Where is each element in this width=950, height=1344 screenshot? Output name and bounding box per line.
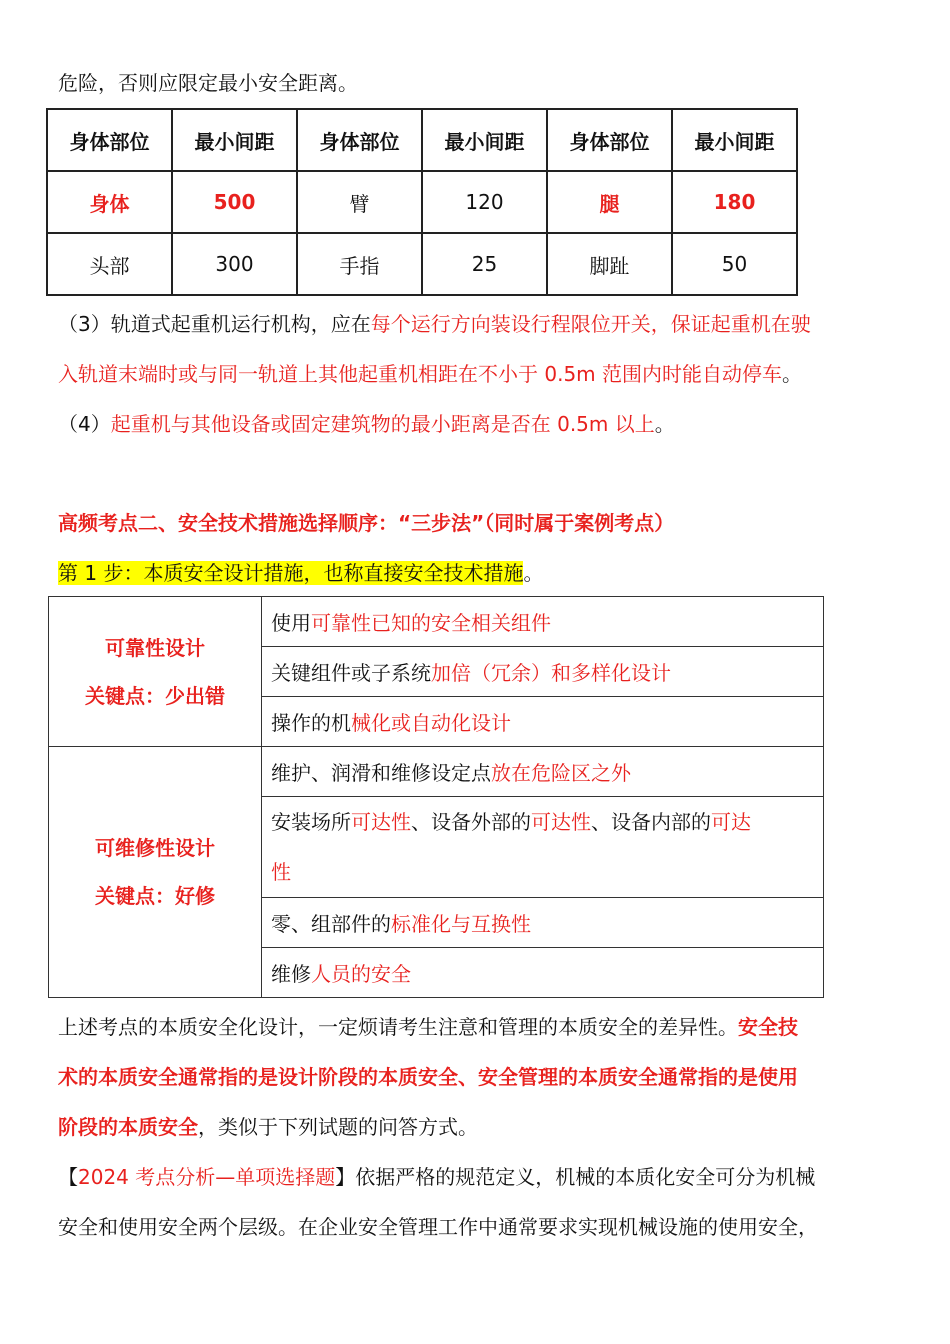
table-cell: 头部 <box>47 233 172 295</box>
header-cell: 最小间距 <box>172 109 297 171</box>
cell-plain: 操作的机 <box>271 711 351 735</box>
table-cell: 50 <box>672 233 797 295</box>
cell-plain: 关键组件或子系统 <box>271 661 431 685</box>
header-cell: 最小间距 <box>422 109 547 171</box>
item4-prefix: （4） <box>58 412 111 436</box>
table-cell <box>262 697 824 747</box>
reliability-category <box>49 597 262 747</box>
cell-plain: 安装场所 <box>271 810 351 834</box>
cell-red: 械化或自动化设计 <box>351 711 511 735</box>
table-cell: 腿 <box>547 171 672 233</box>
item3-line1 <box>58 309 811 339</box>
cell-red: 标准化与互换性 <box>391 912 531 936</box>
min-distance-table <box>46 108 798 296</box>
maintainability-category <box>49 747 262 998</box>
table-cell <box>262 797 824 898</box>
step1-suffix: 。 <box>523 561 544 585</box>
header-cell: 最小间距 <box>672 109 797 171</box>
item3-red-2: 入轨道末端时或与同一轨道上其他起重机相距在不小于 0.5m 范围内时能自动停车 <box>58 362 783 386</box>
cell-red: 加倍（冗余）和多样化设计 <box>431 661 671 685</box>
header-cell: 身体部位 <box>547 109 672 171</box>
table-cell: 120 <box>422 171 547 233</box>
item3-prefix: （3）轨道式起重机运行机构，应在 <box>58 312 371 336</box>
item4-red: 起重机与其他设备或固定建筑物的最小距离是否在 0.5m 以上 <box>110 412 655 436</box>
question-line1 <box>58 1162 815 1192</box>
section-title: 高频考点二、安全技术措施选择顺序：“三步法”（同时属于案例考点） <box>58 511 675 535</box>
maintainability-title: 可维修性设计 <box>95 836 215 860</box>
summary-line1 <box>58 1012 798 1042</box>
cell-red: 人员的安全 <box>311 962 411 986</box>
cell-red: 可靠性已知的安全相关组件 <box>311 611 551 635</box>
table-cell <box>262 747 824 797</box>
summary-line3 <box>58 1112 478 1142</box>
cell-plain: 维修 <box>271 962 311 986</box>
maintainability-key: 关键点：好修 <box>95 884 215 908</box>
step1-line <box>58 558 543 588</box>
cell-red: 可达性 <box>531 810 591 834</box>
item4-line <box>58 409 675 439</box>
cell-plain: 使用 <box>271 611 311 635</box>
step1-highlight: 第 1 步：本质安全设计措施，也称直接安全技术措施 <box>58 561 524 585</box>
cell-red: 性 <box>271 860 291 884</box>
cell-red: 可达 <box>711 810 751 834</box>
summary-plain1: 上述考点的本质安全化设计，一定烦请考生注意和管理的本质安全的差异性。 <box>58 1015 738 1039</box>
table-header-row <box>47 109 797 171</box>
summary-red3: 阶段的本质安全 <box>58 1115 198 1139</box>
table-cell: 身体 <box>47 171 172 233</box>
summary-line2: 术的本质安全通常指的是设计阶段的本质安全、安全管理的本质安全通常指的是使用 <box>58 1065 798 1089</box>
question-tag: 2024 考点分析—单项选择题 <box>78 1165 336 1189</box>
table-cell <box>262 898 824 948</box>
table-cell: 25 <box>422 233 547 295</box>
table-cell <box>262 597 824 647</box>
summary-plain2: ，类似于下列试题的问答方式。 <box>198 1115 478 1139</box>
cell-plain: 维护、润滑和维修设定点 <box>271 761 491 785</box>
table-row <box>49 597 824 647</box>
table-cell <box>262 647 824 697</box>
reliability-title: 可靠性设计 <box>105 635 205 660</box>
table-row <box>47 233 797 295</box>
table-cell: 500 <box>172 171 297 233</box>
table-cell: 300 <box>172 233 297 295</box>
intro-text: 危险，否则应限定最小安全距离。 <box>58 71 358 95</box>
cell-red: 可达性 <box>351 810 411 834</box>
item3-line2 <box>58 359 802 389</box>
design-measures-table <box>48 596 824 998</box>
table-cell <box>262 948 824 998</box>
table-cell: 脚趾 <box>547 233 672 295</box>
table-row <box>47 171 797 233</box>
table-cell: 手指 <box>297 233 422 295</box>
question-text1: 】依据严格的规范定义，机械的本质化安全可分为机械 <box>335 1165 816 1189</box>
table-row <box>49 747 824 797</box>
reliability-key: 关键点：少出错 <box>85 683 225 708</box>
question-open: 【 <box>58 1165 78 1189</box>
cell-plain: 零、组部件的 <box>271 912 391 936</box>
header-cell: 身体部位 <box>47 109 172 171</box>
cell-red: 放在危险区之外 <box>491 761 631 785</box>
item3-red-1: 每个运行方向装设行程限位开关，保证起重机在驶 <box>370 312 811 336</box>
item4-suffix: 。 <box>654 412 675 436</box>
item3-suffix: 。 <box>782 362 803 386</box>
cell-plain: 、设备外部的 <box>411 810 531 834</box>
summary-red1: 安全技 <box>738 1015 798 1039</box>
header-cell: 身体部位 <box>297 109 422 171</box>
table-cell: 臂 <box>297 171 422 233</box>
table-cell: 180 <box>672 171 797 233</box>
question-line2: 安全和使用安全两个层级。在企业安全管理工作中通常要求实现机械设施的使用安全， <box>58 1215 818 1239</box>
cell-plain: 、设备内部的 <box>591 810 711 834</box>
